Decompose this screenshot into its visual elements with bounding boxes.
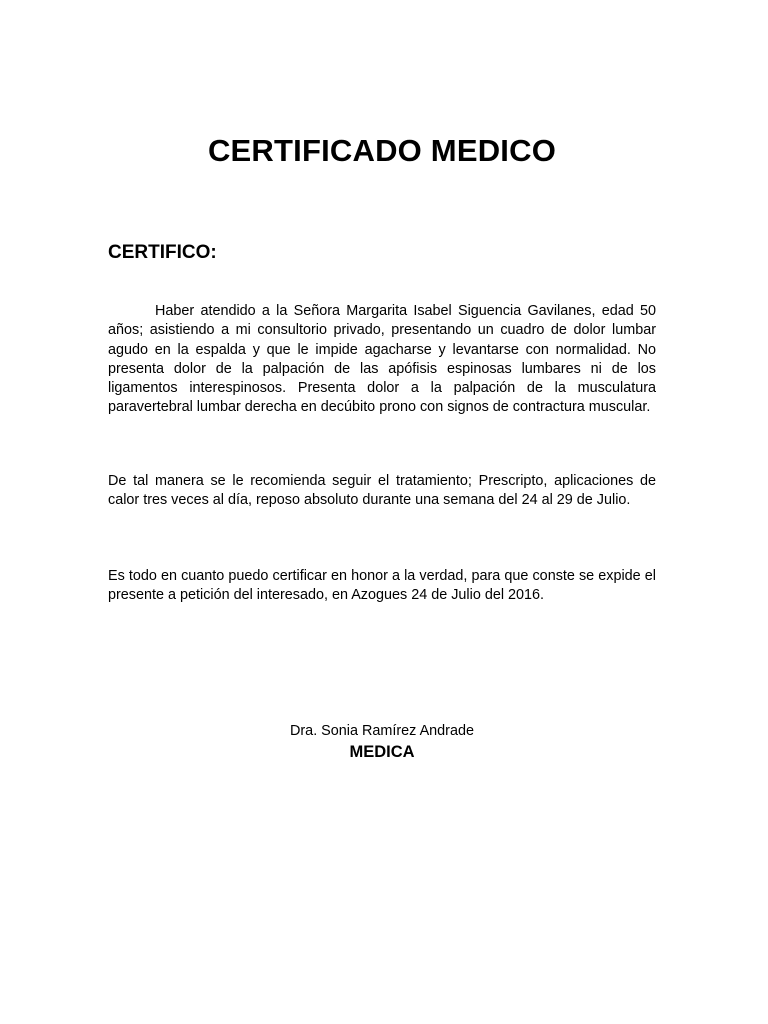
section-heading: CERTIFICO: — [108, 242, 217, 263]
signer-role: MEDICA — [349, 743, 415, 761]
document-title: CERTIFICADO MEDICO — [207, 133, 557, 168]
paragraph-attention: Haber atendido a la Señora Margarita Isabel Siguencia Gavilanes, edad 50 años; asistiendo a mi consultorio privado, presentando un cuadro de dolor lumbar agudo en la espalda y que le impide agacharse y levantarse con normalidad. No presenta dolor de la palpación de las apófisis espinosas lumbares ni de los ligamentos interespinosos. Presenta dolor a la palpación de la musculatura paravertebral lumbar derecha en decúbito prono con signos de contractura muscular. — [108, 303, 656, 416]
signer-name: Dra. Sonia Ramírez Andrade — [290, 723, 474, 739]
paragraph-treatment: De tal manera se le recomienda seguir el tratamiento; Prescripto, aplicaciones de calor tres veces al día, reposo absoluto durante una semana del 24 al 29 de Julio. — [108, 473, 656, 509]
paragraph-closing: Es todo en cuanto puedo certificar en honor a la verdad, para que conste se expide el presente a petición del interesado, en Azogues 24 de Julio del 2016. — [108, 568, 656, 604]
